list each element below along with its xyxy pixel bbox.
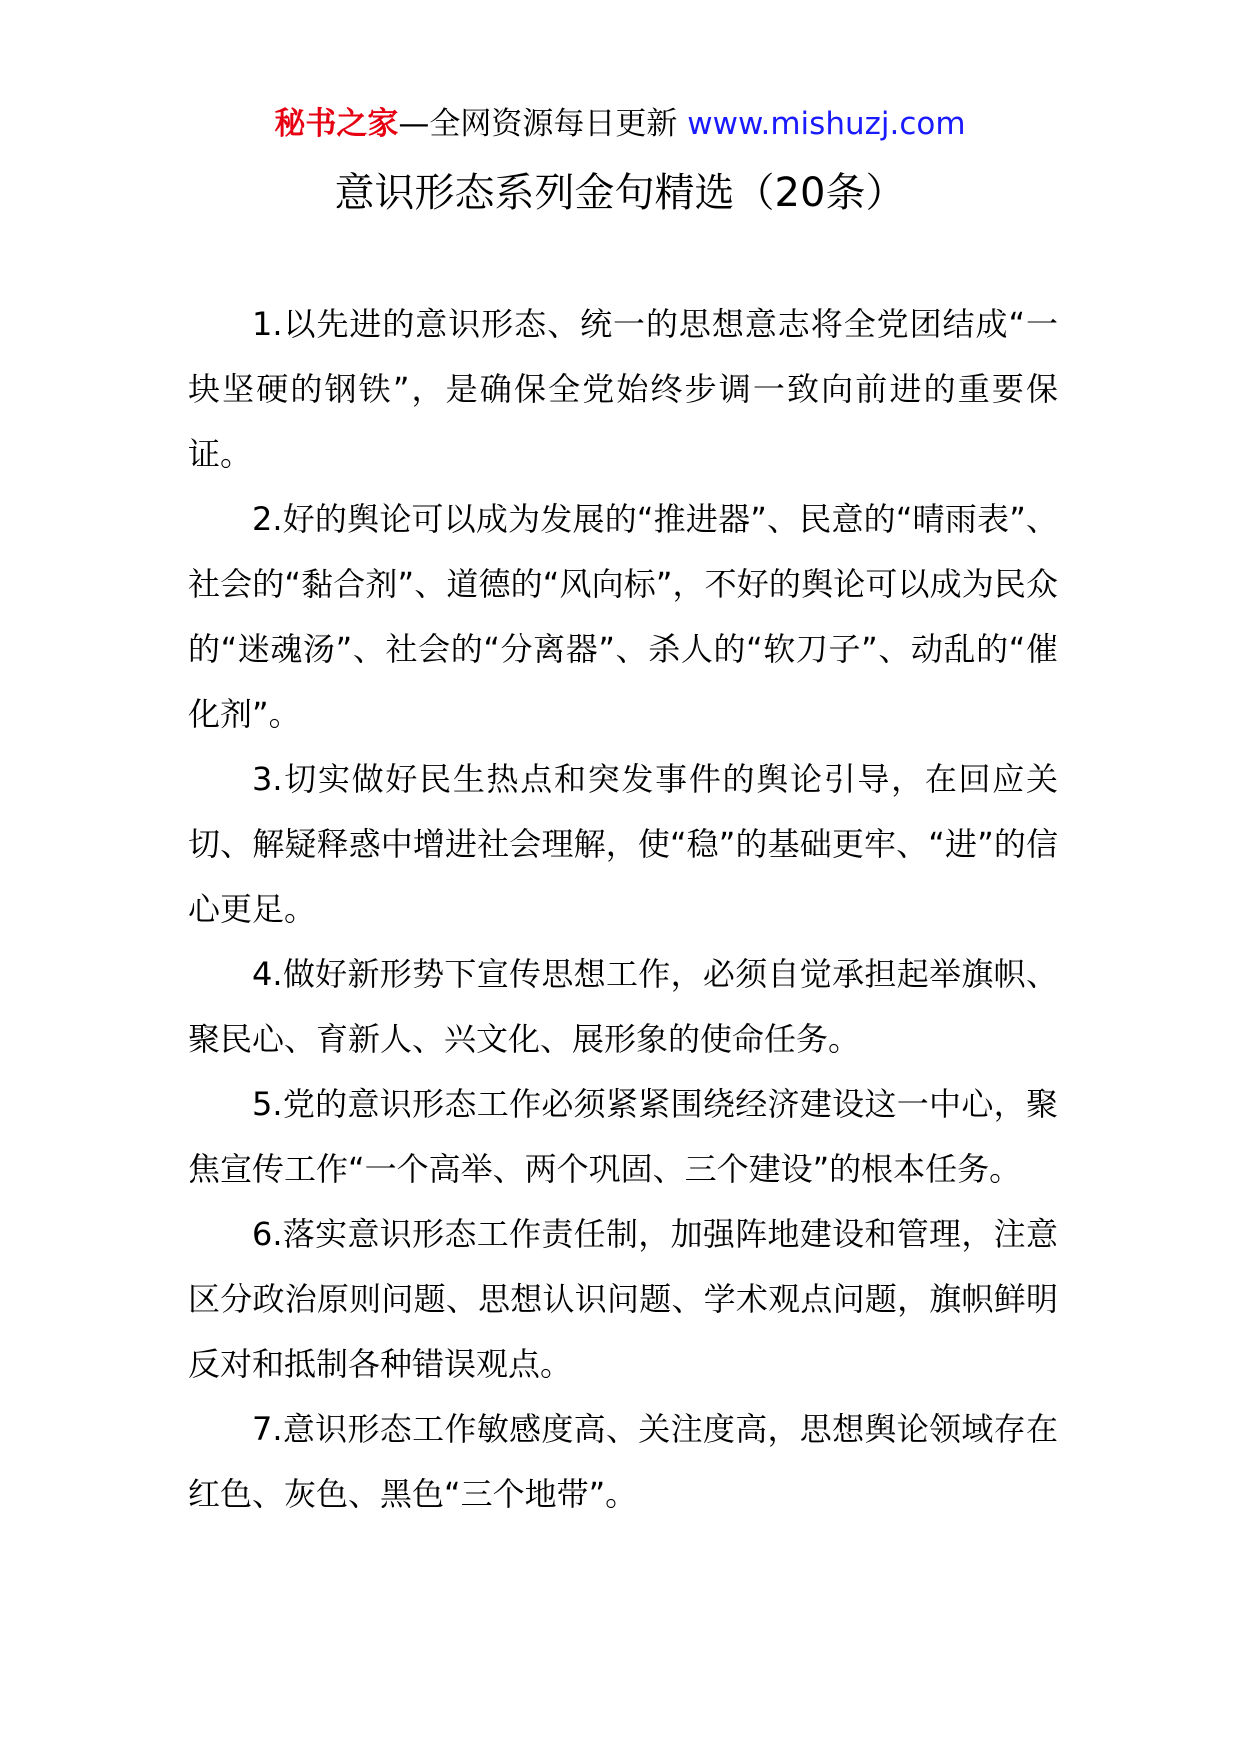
site-brand: 秘书之家 [274, 106, 399, 142]
paragraph-7: 7.意识形态工作敏感度高、关注度高，思想舆论领域存在红色、灰色、黑色“三个地带”。 [188, 1410, 1058, 1513]
paragraph-1: 1.以先进的意识形态、统一的思想意志将全党团结成“一块坚硬的钢铁”，是确保全党始终步调一致向前进的重要保证。 [188, 305, 1058, 473]
paragraph-3: 3.切实做好民生热点和突发事件的舆论引导，在回应关切、解疑释惑中增进社会理解，使“稳”的基础更牢、“进”的信心更足。 [188, 760, 1058, 928]
document-body [188, 292, 1058, 1527]
paragraph-4: 4.做好新形势下宣传思想工作，必须自觉承担起举旗帜、聚民心、育新人、兴文化、展形象的使命任务。 [188, 955, 1058, 1058]
document-title: 意识形态系列金句精选（20条） [334, 170, 906, 216]
paragraph-6: 6.落实意识形态工作责任制，加强阵地建设和管理，注意区分政治原则问题、思想认识问题、学术观点问题，旗帜鲜明反对和抵制各种错误观点。 [188, 1215, 1058, 1383]
paragraph-2: 2.好的舆论可以成为发展的“推进器”、民意的“晴雨表”、社会的“黏合剂”、道德的“风向标”，不好的舆论可以成为民众的“迷魂汤”、社会的“分离器”、杀人的“软刀子”、动乱的“催化剂”。 [188, 500, 1058, 733]
paragraph-5: 5.党的意识形态工作必须紧紧围绕经济建设这一中心，聚焦宣传工作“一个高举、两个巩固、三个建设”的根本任务。 [188, 1085, 1058, 1188]
site-tagline: —全网资源每日更新 [398, 106, 678, 142]
site-url-link[interactable]: www.mishuzj.com [687, 106, 966, 142]
site-header [0, 102, 1240, 146]
